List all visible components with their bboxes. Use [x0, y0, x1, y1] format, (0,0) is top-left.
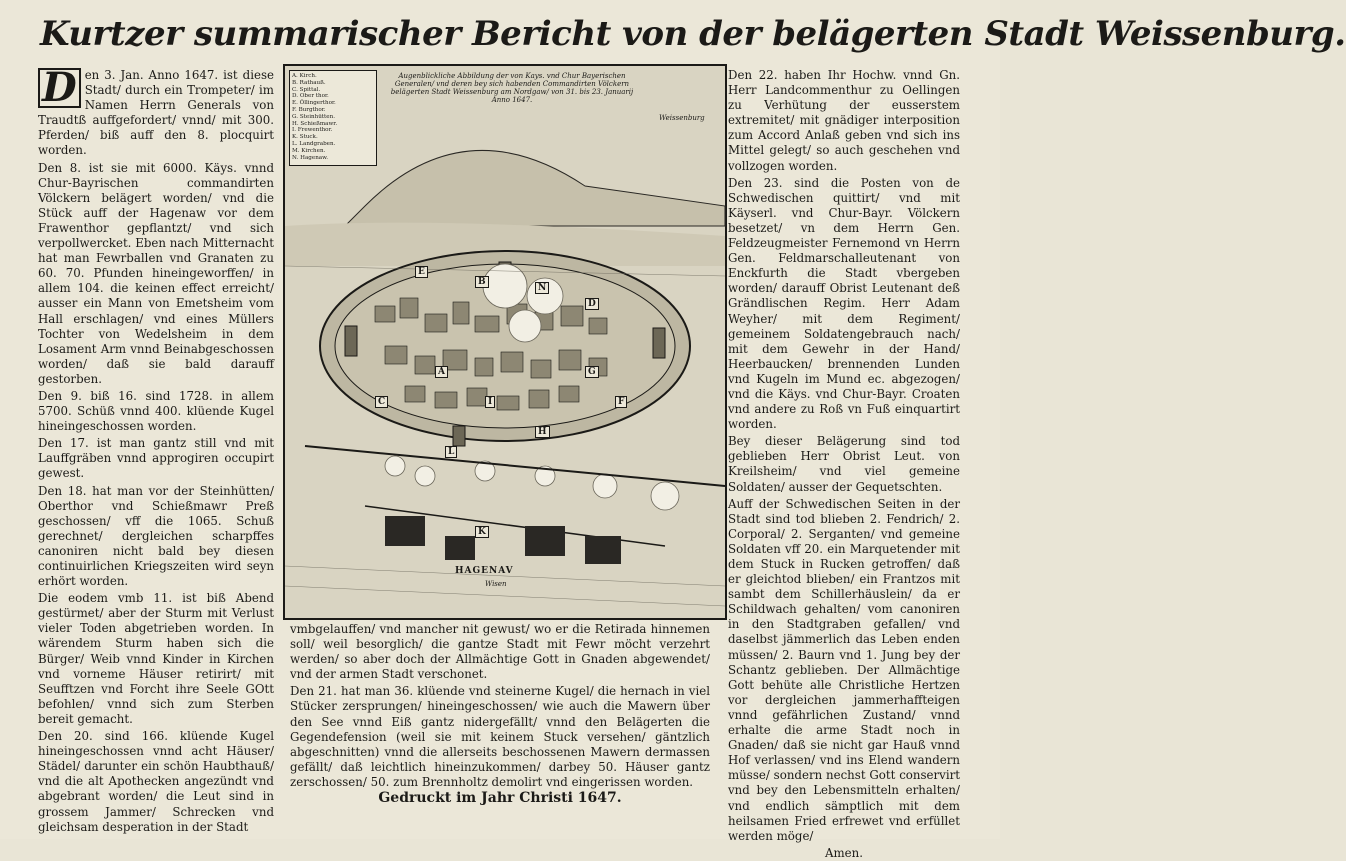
legend-item: G. Steinhütten.: [292, 113, 335, 120]
center-bottom-text: [290, 622, 710, 792]
left-paragraph-3: Den 9. biß 16. sind 1728. in allem 5700. Schüß vnnd 400. klüende Kugel hineingeschossen worden.: [38, 388, 274, 434]
right-paragraph-1: Den 22. haben Ihr Hochw. vnnd Gn. Herr Landcommenthur zu Oellingen zu Verhütung der eusserstem extremitet/ mit gnädiger interposition zum Accord Anlaß geben vnd sich ins Mittel gelegt/ so auch geschehen vnd vollzogen worden.: [728, 68, 960, 173]
map-letter: B: [475, 276, 489, 288]
left-paragraph-2: Den 8. ist sie mit 6000. Käys. vnnd Chur-Bayrischen commandirten Völckern belägert worden/ vnd die Stück auff der Hagenaw vor dem Frawenthor gepflantzt/ vnd sich verpollwercket. Eben nach Mitternacht hat man Fewrballen vnd Granaten zu 60. 70. Pfunden hineingeworffen/ in allem 104. die keinen effect erreicht/ ausser ein Mann von Emetsheim vom Hall erschlagen/ vnd eines Müllers Tochter von Wedelsheim in dem Losament Arm vnnd Beinabgeschossen worden/ daß sie bald darauff gestorben.: [38, 160, 274, 386]
map-letter: N: [535, 282, 549, 294]
legend-item: H. Schießmawr.: [292, 120, 338, 127]
map-letter: L: [445, 446, 457, 458]
left-column: [38, 64, 274, 837]
map-letter: I: [485, 396, 495, 408]
legend-item: N. Hagenaw.: [292, 154, 329, 161]
legend-item: B. Rathauß.: [292, 79, 326, 86]
center-paragraph-1: vmbgelauffen/ vnd mancher nit gewust/ wo er die Retirada hinnemen soll/ weil besorglich/ die gantze Stadt mit Fewr möcht verzehrt werden/ so aber doch der Allmächtige Gott in Gnaden abgewendet/ vnd der armen Stadt verschonet.: [290, 622, 710, 682]
legend-item: C. Spittal.: [292, 86, 321, 93]
left-paragraph-5: Den 18. hat man vor der Steinhütten/ Oberthor vnd Schießmawr Preß geschossen/ vff die 1065. Schuß gerechnet/ dergleichen scharpffes canoniren nicht bald bey diesen continuirlichen Kriegszeiten wird seyn erhört worden.: [38, 483, 274, 589]
map-letter: A: [435, 366, 448, 378]
legend-item: K. Stuck.: [292, 134, 318, 141]
right-column: [728, 68, 960, 861]
map-letter: D: [585, 298, 599, 310]
legend-item: E. Öllingerthor.: [292, 100, 336, 107]
amen-line: Amen.: [824, 845, 864, 860]
page-title: Kurtzer summarischer Bericht von der belägerten Stadt Weissenburg.: [40, 14, 1346, 54]
right-paragraph-3: Bey dieser Belägerung sind tod geblieben Herr Obrist Leut. von Kreilsheim/ vnd viel gemeine Soldaten/ ausser der Gequetschten.: [728, 434, 960, 494]
left-paragraph-7: Den 20. sind 166. klüende Kugel hineingeschossen vnnd acht Häuser/ Städel/ darunter ein schön Haubthauß/ vnd die alt Apothecken angezündt vnd abgebrant worden/ die Leut sind in grossem Jammer/ Schrecken vnd gleichsam desperation in der Stadt: [38, 729, 274, 834]
right-paragraph-4: Auff der Schwedischen Seiten in der Stadt sind tod blieben 2. Fendrich/ 2. Corporal/ 2. Serganten/ vnd gemeine Soldaten vff 20. ein Marquetender mit dem Stuck in Rucken getroffen/ daß er gleichtod blieben/ ein Frantzos mit sambt dem Schillerhäuslein/ da er Schildwach gehalten/ vom canoniren in den Stadtgraben gefallen/ vnd daselbst jämmerlich das Leben enden müssen/ 2. Baurn vnd 1. Jung bey der Schantz geblieben. Der Allmächtige Gott behüte alle Christliche Hertzen vor dergleichen jammerhaffteigen vnnd gefährlichen Zustand/ vnnd erhalte die arme Stadt noch in Gnaden/ daß sie nicht gar Hauß vnnd Hof verlassen/ vnd ins Elend wandern müsse/ sondern nechst Gott conservirt vnd bey den Lebensmitteln erhalten/ vnd endlich sämptlich mit dem heilsamen Fried erfrewet vnd erfüllet werden möge/: [728, 496, 960, 843]
map-letter: E: [415, 266, 428, 278]
weissenburg-label: Weissenburg: [659, 114, 705, 122]
wiesen-label: Wisen: [485, 580, 507, 588]
left-paragraph-1: D en 3. Jan. Anno 1647. ist diese Stadt/ durch ein Trompeter/ im Namen Herrn Generals von Traudtß auffgefordert/ vnnd/ mit 300. Pferden/ biß auff den 8. plocquirt worden.: [38, 64, 274, 158]
map-letter: H: [535, 426, 550, 438]
plate-banner: Augenblickliche Abbildung der von Kays. vnd Chur Bayerischen Generalen/ vnd deren bey sich habenden Commandirten Völckern belägerten Stadt Weissenburg am Nordgaw/ von 31. bis 23. Januarij Anno 1647.: [390, 72, 634, 104]
imprint-line: Gedruckt im Jahr Christi 1647.: [378, 790, 622, 806]
hagenau-label: HAGENAV: [455, 566, 514, 576]
map-legend: [289, 70, 377, 166]
engraving-plate: [283, 64, 727, 620]
legend-item: D. Ober thor.: [292, 93, 329, 100]
left-paragraph-4: Den 17. ist man gantz still vnd mit Lauffgräben vnnd approgiren occupirt gewest.: [38, 436, 274, 481]
center-paragraph-2: Den 21. hat man 36. klüende vnd steinerne Kugel/ die hernach in viel Stücker zersprungen/ hineingeschossen/ wie auch die Mawern über den See vnnd Eiß gantz nidergefällt/ vnnd den Belägerten die Gegendefension (weil sie mit keinem Stuck versehen/ gäntzlich abgeschnitten) vnnd die allerseits beschossenen Mawern dermassen gefällt/ daß leichtlich hineinzukommen/ darbey 50. Häuser gantz zerschossen/ 50. zum Brennholtz demolirt vnd eingerissen worden.: [290, 684, 710, 789]
left-paragraph-6: Die eodem vmb 11. ist biß Abend gestürmet/ aber der Sturm mit Verlust vieler Toden abgetrieben worden. In wärendem Sturm haben sich die Bürger/ Weib vnnd Kinder in Kirchen vnd vorneme Häuser retirirt/ mit Seufftzen vnd Forcht ihre Seele GOtt befohlen/ vnnd sich zum Sterben bereit gemacht.: [38, 591, 274, 726]
map-letter: K: [475, 526, 489, 538]
legend-item: L. Landgraben.: [292, 140, 336, 147]
map-letter: C: [375, 396, 388, 408]
legend-item: F. Burgthor.: [292, 106, 326, 113]
map-letter: F: [615, 396, 627, 408]
map-letter: G: [585, 366, 599, 378]
legend-item: I. Frewenthor.: [292, 127, 333, 134]
legend-item: A. Kirch.: [292, 73, 317, 79]
legend-item: M. Kirchen.: [292, 147, 326, 154]
right-paragraph-2: Den 23. sind die Posten von de Schwedischen quittirt/ vnd mit Käyserl. vnd Chur-Bayr. Völckern besetzet/ vn dem Herrn Gen. Feldzeugmeister Fernemond vn Herrn Gen. Feldmarschalleutenant von Enckfurth die Stadt vbergeben worden/ darauff Obrist Leutenant deß Grändlischen Regim. Herr Adam Weyher/ mit dem Regiment/ gemeinem Soldatengebrauch nach/ mit dem Gewehr in der Hand/ Heerbaucken/ brennenden Lunden vnd Kugeln im Mund ec. abgezogen/ vnd die Käys. vnd Chur-Bayr. Croaten vnd andere zu Roß vn Fuß einquartirt worden.: [728, 175, 960, 432]
dropcap: D: [38, 68, 81, 108]
